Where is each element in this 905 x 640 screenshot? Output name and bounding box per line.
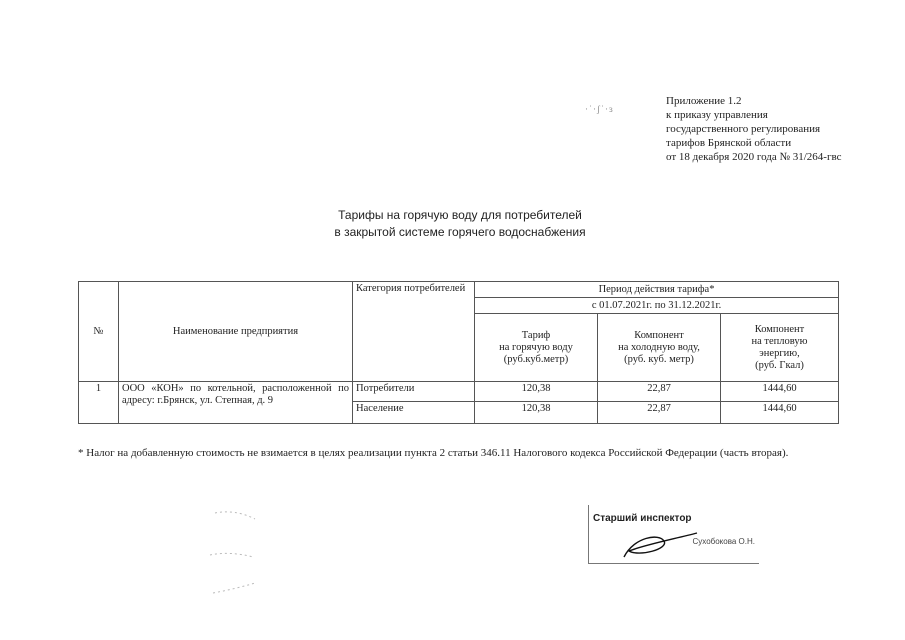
row-tariff: 120,38 [475, 402, 598, 424]
scan-noise [205, 505, 265, 605]
row-heat: 1444,60 [721, 402, 839, 424]
row-cold: 22,87 [598, 402, 721, 424]
appendix-line: Приложение 1.2 [666, 95, 742, 107]
header-heat: Компонент на тепловую энергию, (руб. Гкал) [721, 314, 839, 382]
document-title [0, 207, 905, 241]
stamp-name: Сухобокова О.Н. [692, 537, 755, 546]
appendix-header [666, 94, 842, 164]
header-no: № [79, 282, 119, 382]
header-category: Категория потребителей [353, 282, 475, 382]
row-heat: 1444,60 [721, 382, 839, 402]
row-category: Потребители [353, 382, 475, 402]
title-line: в закрытой системе горячего водоснабжения [334, 225, 586, 239]
header-period: Период действия тарифа* [475, 282, 839, 298]
tariff-table [78, 281, 839, 424]
row-tariff: 120,38 [475, 382, 598, 402]
row-no: 1 [79, 382, 119, 424]
header-cold: Компонент на холодную воду, (руб. куб. метр) [598, 314, 721, 382]
appendix-line: государственного регулирования [666, 123, 821, 135]
row-cold: 22,87 [598, 382, 721, 402]
header-name: Наименование предприятия [119, 282, 353, 382]
stamp-title: Старший инспектор [593, 513, 692, 524]
header-tariff: Тариф на горячую воду (руб.куб.метр) [475, 314, 598, 382]
signature-icon [619, 527, 699, 561]
row-name: ООО «КОН» по котельной, расположенной по адресу: г.Брянск, ул. Степная, д. 9 [119, 382, 353, 424]
table-row [79, 382, 839, 402]
scan-artifact: ·˙·ʃ˙·ɜ [585, 104, 614, 114]
appendix-line: от 18 декабря 2020 года № 31/264-гвс [666, 151, 842, 163]
signature-stamp [588, 505, 759, 564]
footnote: * Налог на добавленную стоимость не взимается в целях реализации пункта 2 статьи 346.11 Налогового кодекса Российской Федерации (часть вторая). [78, 447, 789, 459]
appendix-line: к приказу управления [666, 109, 768, 121]
header-period-dates: с 01.07.2021г. по 31.12.2021г. [475, 298, 839, 314]
title-line: Тарифы на горячую воду для потребителей [338, 208, 582, 222]
appendix-line: тарифов Брянской области [666, 137, 792, 149]
row-category: Население [353, 402, 475, 424]
